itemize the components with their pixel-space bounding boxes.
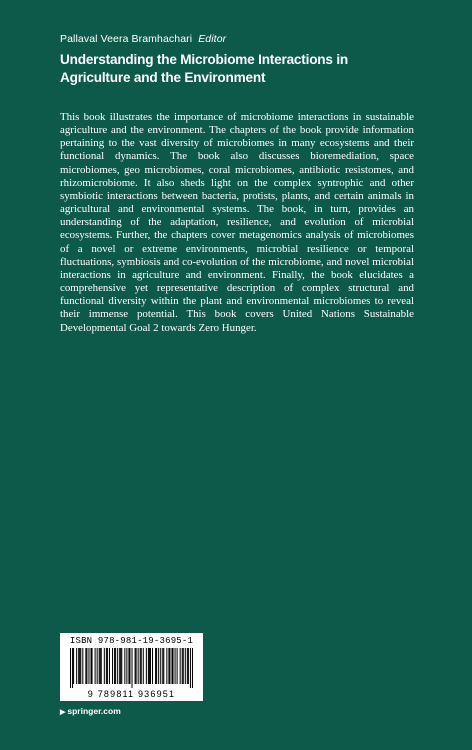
barcode-bar <box>175 648 176 684</box>
book-title: Understanding the Microbiome Interactions in Agriculture and the Environment <box>60 52 349 85</box>
barcode-bar <box>104 648 105 684</box>
barcode-bar <box>115 648 116 684</box>
editor-line <box>60 33 226 45</box>
barcode-bar <box>149 648 150 684</box>
barcode-bar <box>106 648 107 684</box>
barcode-bar <box>169 648 170 684</box>
isbn-label: ISBN 978-981-19-3695-1 <box>69 636 194 646</box>
barcode-bar <box>188 648 189 684</box>
barcode-bar <box>78 648 79 684</box>
barcode-bar <box>92 648 93 684</box>
barcode-bar <box>107 648 108 684</box>
barcode-bar <box>120 648 121 684</box>
barcode-bar <box>86 648 87 684</box>
barcode-bar <box>152 648 153 684</box>
barcode-bar <box>95 648 96 684</box>
barcode-bars <box>70 648 193 688</box>
barcode-bar <box>121 648 122 684</box>
barcode-bar <box>180 648 181 684</box>
barcode-bar <box>100 648 101 684</box>
barcode-bar <box>187 648 188 684</box>
isbn-barcode <box>60 633 203 701</box>
barcode-bar <box>177 648 178 684</box>
barcode-bar <box>88 648 89 684</box>
book-blurb: This book illustrates the importance of microbiome interactions in sustainable agriculture and the environment. The chapters of the book provide information pertaining to the vast diversity of microbiomes in many ecosystems and their functional dynamics. The book also discusses bioremediation, space microbiomes, geo microbiomes, coral microbiomes, antibiotic resistomes, and rhizomicrobiome. It also sheds light on the complex syntrophic and other symbiotic interactions between bacteria, protists, plants, and certain animals in agricultural and environmental systems. The book, in turn, provides an understanding of the adaptation, resilience, and evolution of microbial ecosystems. Further, the chapters cover metagenomics analysis of microbiomes of a novel or extreme environments, microbial resilience or temporal fluctuations, symbiosis and co-evolution of the microbiome, and novel microbial interactions in agriculture and environment. Finally, the book elucidates a comprehensive yet representative description of complex structural and functional diversity within the plant and environmental microbiomes to reveal their immense potential. This book covers United Nations Sustainable Developmental Goal 2 towards Zero Hunger. <box>60 111 414 334</box>
barcode-bar <box>168 648 169 684</box>
barcode-bar <box>183 648 184 684</box>
barcode-bar <box>128 648 129 684</box>
arrow-icon: ▶ <box>60 709 66 716</box>
barcode-bar <box>138 648 139 684</box>
barcode-bar <box>135 648 136 684</box>
barcode-bar <box>173 648 174 684</box>
barcode-bar <box>132 648 133 688</box>
barcode-bar <box>109 648 110 684</box>
barcode-bar <box>129 648 130 684</box>
barcode-bar <box>156 648 157 684</box>
barcode-bar <box>146 648 147 684</box>
barcode-bar <box>141 648 142 684</box>
barcode-bar <box>192 648 193 688</box>
barcode-bar <box>91 648 92 684</box>
barcode-bar <box>143 648 144 684</box>
barcode-bar <box>155 648 156 684</box>
barcode-bar <box>114 648 115 684</box>
barcode-bar <box>166 648 167 684</box>
barcode-bar <box>150 648 151 684</box>
publisher-website[interactable] <box>60 706 121 716</box>
barcode-bar <box>163 648 164 684</box>
barcode-bar <box>160 648 161 684</box>
barcode-bar <box>124 648 125 684</box>
barcode-bar <box>185 648 186 684</box>
barcode-bar <box>119 648 120 684</box>
barcode-bar <box>190 648 191 688</box>
barcode-bar <box>76 648 77 684</box>
barcode-bar <box>162 648 163 684</box>
barcode-bar <box>148 648 149 684</box>
barcode-bar <box>72 648 73 688</box>
editor-role: Editor <box>198 33 227 45</box>
barcode-digits: 9 789811 936951 <box>87 689 176 699</box>
barcode-bar <box>99 648 100 684</box>
barcode-bar <box>70 648 71 688</box>
barcode-bar <box>82 648 83 684</box>
barcode-bar <box>136 648 137 684</box>
website-label: springer.com <box>67 706 121 716</box>
barcode-bar <box>140 648 141 684</box>
barcode-bar <box>97 648 98 684</box>
barcode-bar <box>126 648 127 684</box>
barcode-bar <box>171 648 172 684</box>
barcode-bar <box>158 648 159 684</box>
barcode-bar <box>112 648 113 684</box>
barcode-bar <box>80 648 81 684</box>
barcode-bar <box>101 648 102 684</box>
barcode-bar <box>85 648 86 684</box>
barcode-bar <box>79 648 80 684</box>
barcode-bar <box>182 648 183 684</box>
barcode-bar <box>117 648 118 684</box>
editor-name: Pallaval Veera Bramhachari <box>60 33 193 45</box>
barcode-bar <box>73 648 74 684</box>
